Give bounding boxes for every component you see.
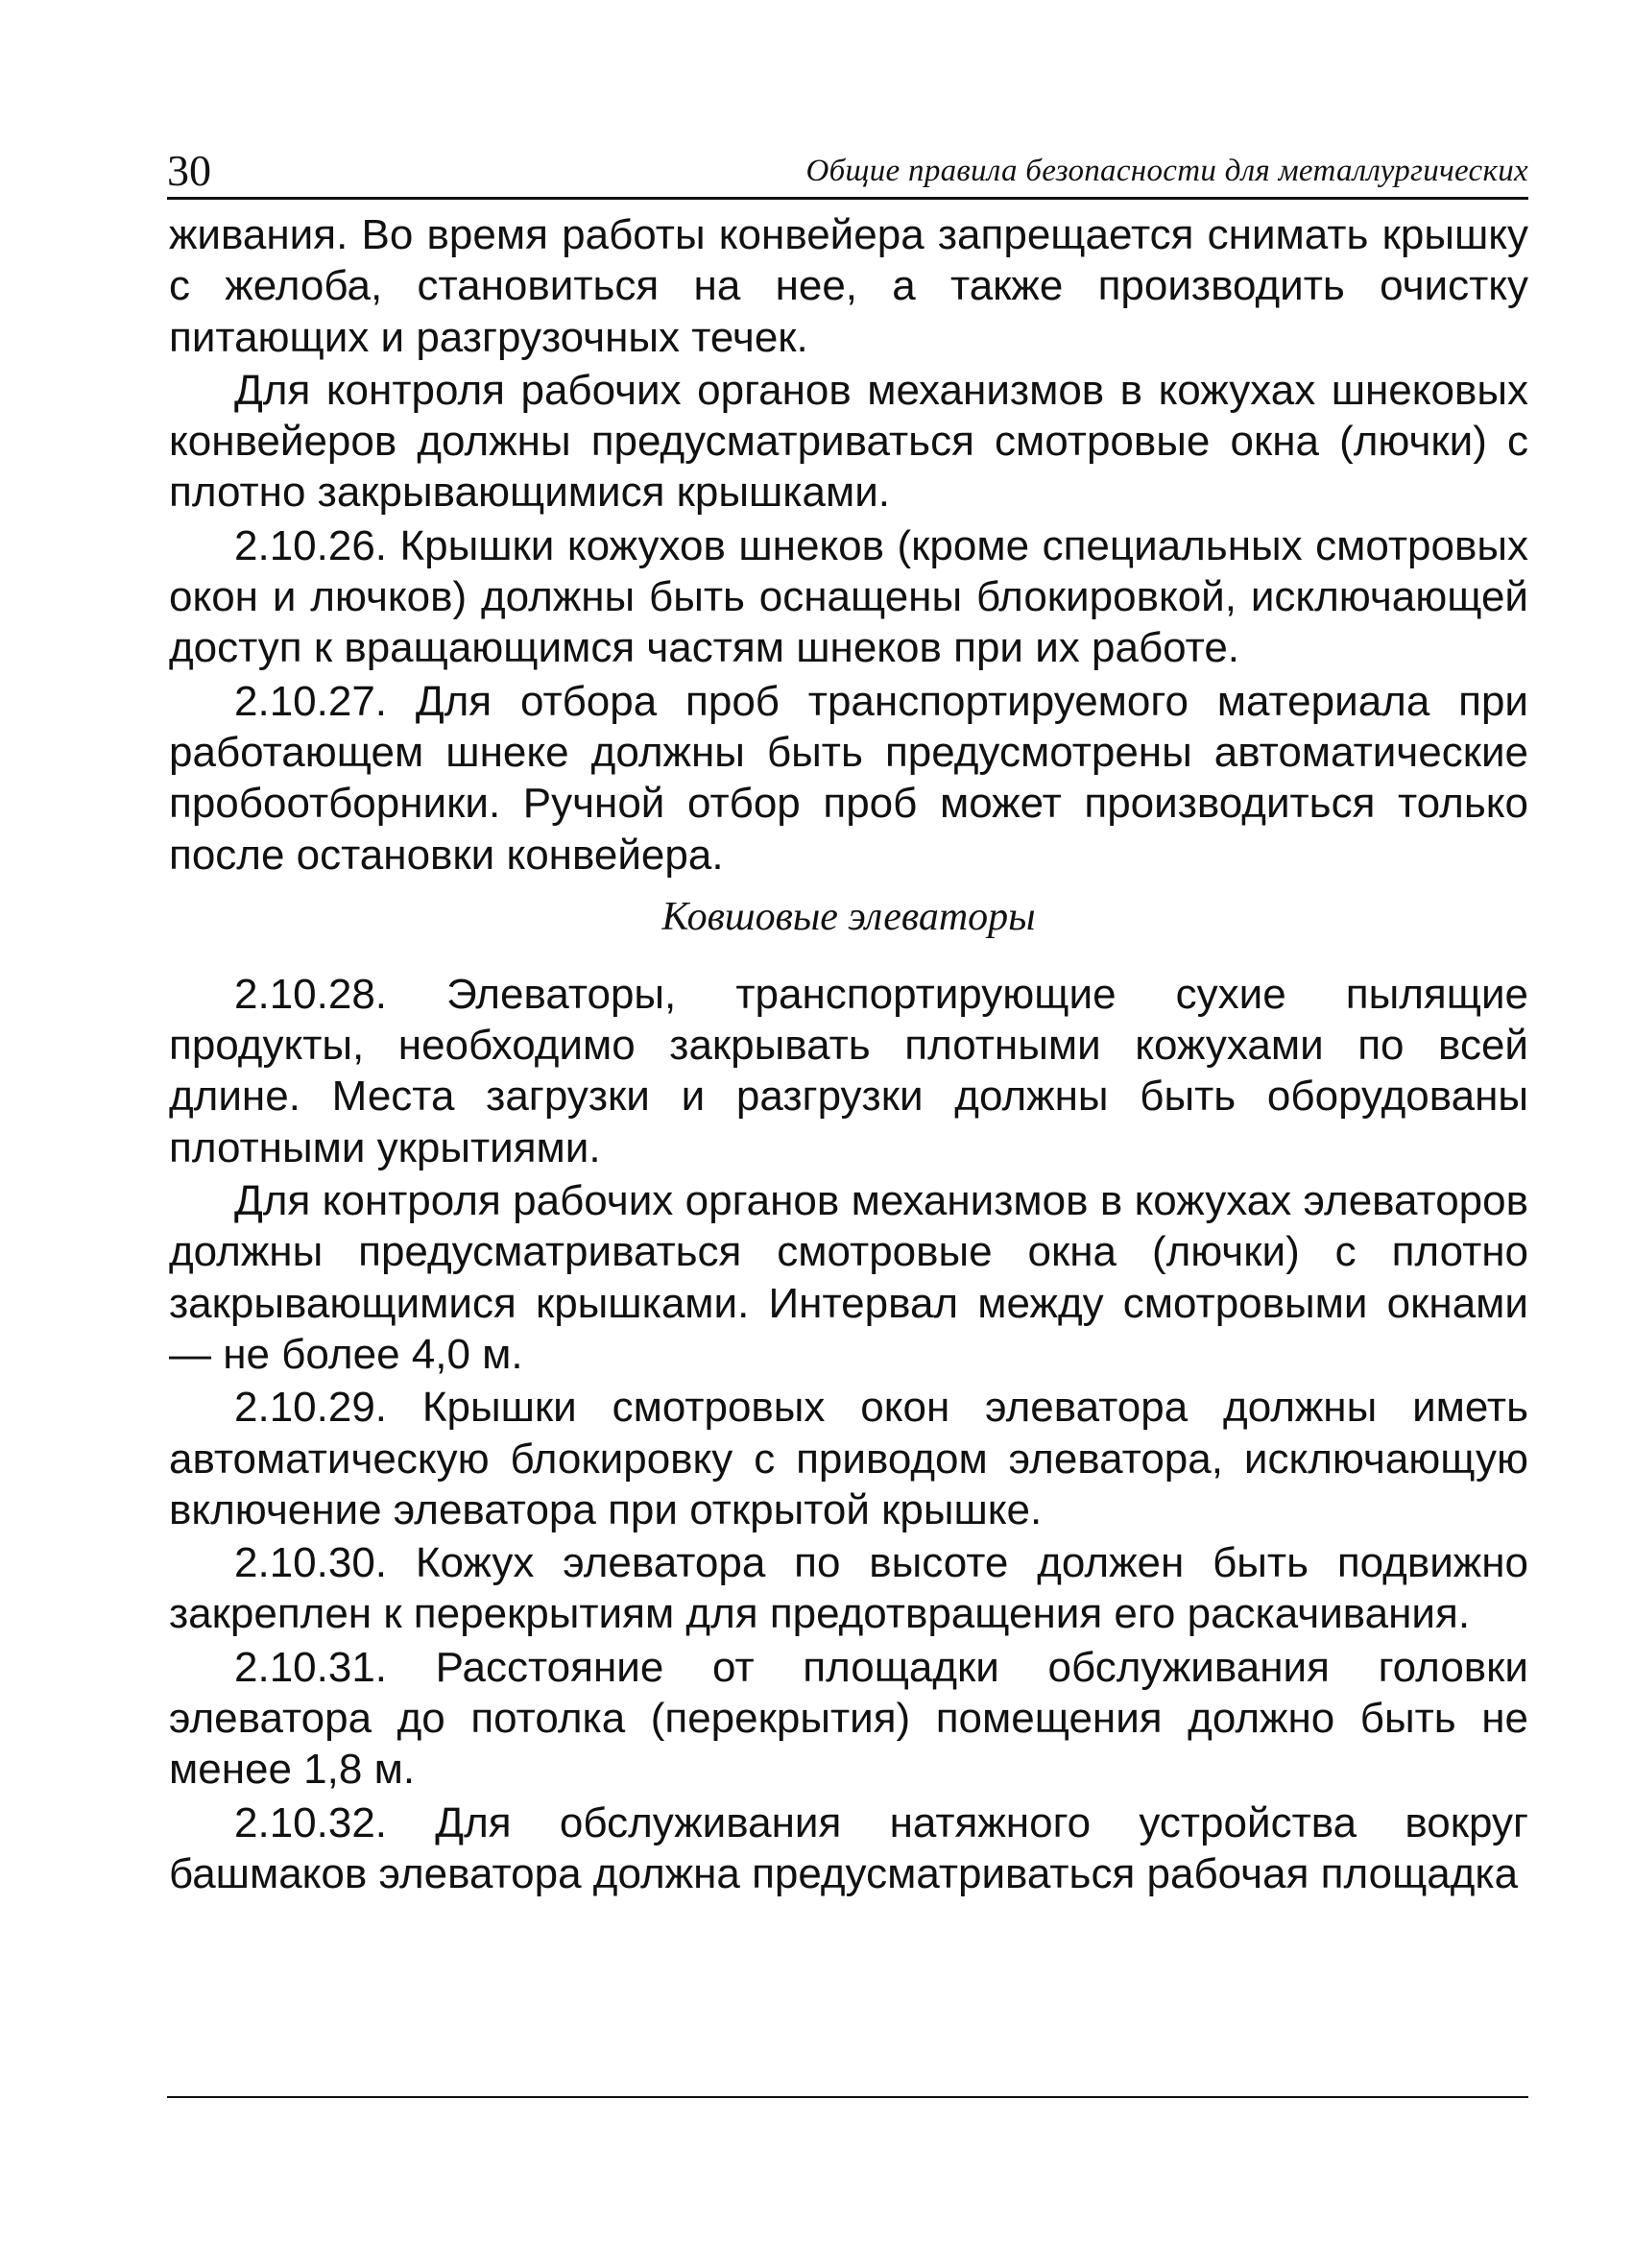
- footer-rule: [167, 2096, 1528, 2098]
- paragraph: 2.10.30. Кожух элеватора по высоте должен быть подвижно закреплен к перекрытиям для предотвращения его раскачивания.: [169, 1539, 1528, 1638]
- header-rule: [167, 197, 1528, 200]
- page-number: 30: [167, 146, 211, 195]
- paragraph: живания. Во время работы конвейера запрещается снимать крышку с желоба, становиться на нее, а также производить очистку питающих и разгрузочных течек.: [169, 211, 1528, 361]
- paragraph: 2.10.28. Элеваторы, транспортирующие сухие пылящие продукты, необходимо закрывать плотными кожухами по всей длине. Места загрузки и разгрузки должны быть оборудованы плотными укрытиями.: [169, 970, 1528, 1171]
- paragraph: 2.10.26. Крышки кожухов шнеков (кроме специальных смотровых окон и лючков) должны быть оснащены блокировкой, исключающей доступ к вращающимся частям шнеков при их работе.: [169, 521, 1528, 672]
- running-header: [167, 144, 1528, 202]
- paragraph: 2.10.32. Для обслуживания натяжного устройства вокруг башмаков элеватора должна предусматриваться рабочая площадка: [169, 1798, 1528, 1897]
- paragraph: 2.10.27. Для отбора проб транспортируемого материала при работающем шнеке должны быть предусмотрены автоматические пробоотборники. Ручной отбор проб может производиться только после остановки конвейера.: [169, 677, 1528, 879]
- section-title: Ковшовые элеваторы: [661, 894, 1036, 939]
- paragraph: 2.10.31. Расстояние от площадки обслуживания головки элеватора до потолка (перекрытия) помещения должно быть не менее 1,8 м.: [169, 1643, 1528, 1794]
- body-text: [169, 209, 1528, 1901]
- paragraph: Для контроля рабочих органов механизмов в кожухах шнековых конвейеров должны предусматриваться смотровые окна (лючки) с плотно закрывающимися крышками.: [169, 366, 1528, 517]
- paragraph: Для контроля рабочих органов механизмов в кожухах элеваторов должны предусматриваться смотровые окна (лючки) с плотно закрывающимися крышками. Интервал между смотровыми окнами — не более 4,0 м.: [169, 1177, 1528, 1378]
- book-title: Общие правила безопасности для металлургических: [805, 154, 1528, 188]
- paragraph: 2.10.29. Крышки смотровых окон элеватора должны иметь автоматическую блокировку с приводом элеватора, исключающую включение элеватора при открытой крышке.: [169, 1384, 1528, 1533]
